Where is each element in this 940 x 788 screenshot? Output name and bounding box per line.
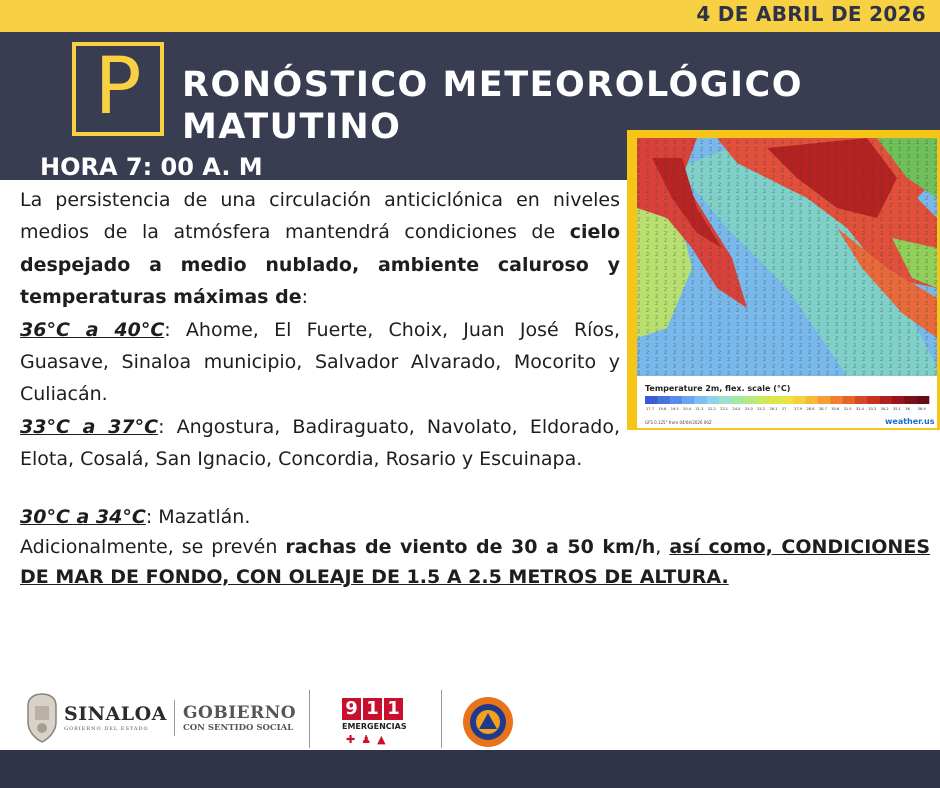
scale-swatch xyxy=(818,396,831,404)
scale-tick-label: 34.2 xyxy=(880,407,889,411)
title-line-1: RONÓSTICO METEOROLÓGICO xyxy=(182,65,803,105)
scale-swatch xyxy=(904,396,917,404)
scale-tick-label: 25.2 xyxy=(757,407,766,411)
range-2: 33°C a 37°C xyxy=(20,415,159,438)
digit-1b: 1 xyxy=(384,698,403,720)
scale-swatch xyxy=(892,396,905,404)
digit-9: 9 xyxy=(342,698,361,720)
range-3-places: : Mazatlán. xyxy=(145,506,251,528)
gobierno-logo-text: GOBIERNO xyxy=(183,703,297,723)
footer-bar xyxy=(0,750,940,788)
digit-1a: 1 xyxy=(363,698,382,720)
range-2-places: : Angostura, Badiraguato, Navolato, Eldorado, Elota, Cosalá, San Ignacio, Concordia, Rosario y Escuinapa. xyxy=(20,415,620,471)
sinaloa-shield-icon xyxy=(22,692,62,744)
asi-como: así como, xyxy=(669,536,773,558)
logo-divider xyxy=(174,700,175,736)
map-source-label: weather.us xyxy=(885,417,935,426)
scale-tick-label: 24.0 xyxy=(732,407,741,411)
scale-tick-label: 17.7 xyxy=(646,407,655,411)
scale-swatch xyxy=(806,396,819,404)
marine-conditions: CONDICIONES DE MAR DE FONDO, CON OLEAJE DE 1.5 A 2.5 METROS DE ALTURA. xyxy=(20,536,931,588)
scale-swatch xyxy=(657,396,670,404)
scale-swatch xyxy=(719,396,732,404)
sinaloa-logo-subtitle: GOBIERNO DEL ESTADO xyxy=(64,726,149,732)
scale-swatch xyxy=(670,396,683,404)
title-initial: P xyxy=(94,42,142,132)
scale-swatch xyxy=(830,396,843,404)
scale-tick-label: 32.4 xyxy=(855,407,864,411)
scale-swatch xyxy=(756,396,769,404)
intro-colon: : xyxy=(301,286,308,309)
scale-tick-label: 36 xyxy=(905,407,910,411)
scale-tick-label: 28.8 xyxy=(806,407,815,411)
intro-text: La persistencia de una circulación anticiclónica en niveles medios de la atmósfera mantendrá condiciones de xyxy=(20,189,620,244)
scale-swatch xyxy=(867,396,880,404)
scale-swatch xyxy=(917,396,930,404)
scale-tick-label: 22.2 xyxy=(707,407,716,411)
scale-swatch xyxy=(793,396,806,404)
forecast-body-wide xyxy=(20,502,930,592)
scale-swatch xyxy=(707,396,720,404)
scale-tick-label: 20.4 xyxy=(683,407,692,411)
scale-swatch xyxy=(768,396,781,404)
scale-tick-label: 19.5 xyxy=(670,407,679,411)
map-model-label: GFS 0.125° from 04/04/2026 06Z xyxy=(645,420,712,425)
temperature-map-frame xyxy=(627,130,940,430)
scale-tick-label: 35.1 xyxy=(892,407,901,411)
intro-highlight: cielo despejado a medio nublado, ambiente caluroso y temperaturas máximas de xyxy=(20,221,620,309)
scale-swatch xyxy=(645,396,658,404)
logo-divider-2 xyxy=(309,690,310,748)
map-legend-title: Temperature 2m, flex. scale (°C) xyxy=(645,384,791,393)
scale-tick-label: 23.1 xyxy=(720,407,729,411)
sinaloa-logo-text: SINALOA xyxy=(64,703,167,725)
scale-tick-label: 33.3 xyxy=(868,407,877,411)
scale-tick-label: 25.0 xyxy=(744,407,753,411)
emergency-icons: ✚♟▲ xyxy=(346,733,392,746)
emergencias-label: EMERGENCIAS xyxy=(342,722,407,731)
scale-swatch xyxy=(682,396,695,404)
scale-tick-label: 21.3 xyxy=(695,407,704,411)
wind-comma: , xyxy=(655,536,670,558)
scale-tick-label: 27 xyxy=(781,407,787,411)
scale-tick-label: 28.7 xyxy=(818,407,827,411)
temperature-map-image xyxy=(637,138,937,428)
forecast-body xyxy=(20,184,620,476)
scale-swatch xyxy=(855,396,868,404)
range-1-places: : Ahome, El Fuerte, Choix, Juan José Ríos, Guasave, Sinaloa municipio, Salvador Alvarado, Mocorito y Culiacán. xyxy=(20,318,620,406)
scale-tick-label: 27.9 xyxy=(794,407,803,411)
forecast-date: 4 DE ABRIL DE 2026 xyxy=(696,2,926,26)
logo-911 xyxy=(342,698,404,720)
footer-logos xyxy=(20,688,560,748)
proteccion-civil-seal-icon xyxy=(462,696,514,748)
scale-swatch xyxy=(731,396,744,404)
scale-tick-label: 26.1 xyxy=(769,407,778,411)
range-3: 30°C a 34°C xyxy=(20,506,146,528)
title-initial-box xyxy=(72,42,164,136)
scale-swatch xyxy=(781,396,794,404)
additional-prefix: Adicionalmente, se prevén xyxy=(20,536,286,558)
forecast-hour: HORA 7: 00 A. M xyxy=(40,153,263,181)
title-line-2: MATUTINO xyxy=(182,107,402,147)
temperature-map xyxy=(637,138,937,428)
scale-swatch xyxy=(843,396,856,404)
range-1: 36°C a 40°C xyxy=(20,318,165,341)
logo-divider-3 xyxy=(441,690,442,748)
scale-tick-label: 31.5 xyxy=(843,407,852,411)
scale-swatch xyxy=(744,396,757,404)
scale-swatch xyxy=(880,396,893,404)
scale-tick-label: 30.6 xyxy=(831,407,840,411)
wind-gusts: rachas de viento de 30 a 50 km/h xyxy=(285,536,656,558)
gobierno-logo-subtitle: CON SENTIDO SOCIAL xyxy=(183,723,294,733)
scale-swatch xyxy=(694,396,707,404)
scale-tick-label: 19.6 xyxy=(658,407,667,411)
scale-tick-label: 36.9 xyxy=(917,407,926,411)
